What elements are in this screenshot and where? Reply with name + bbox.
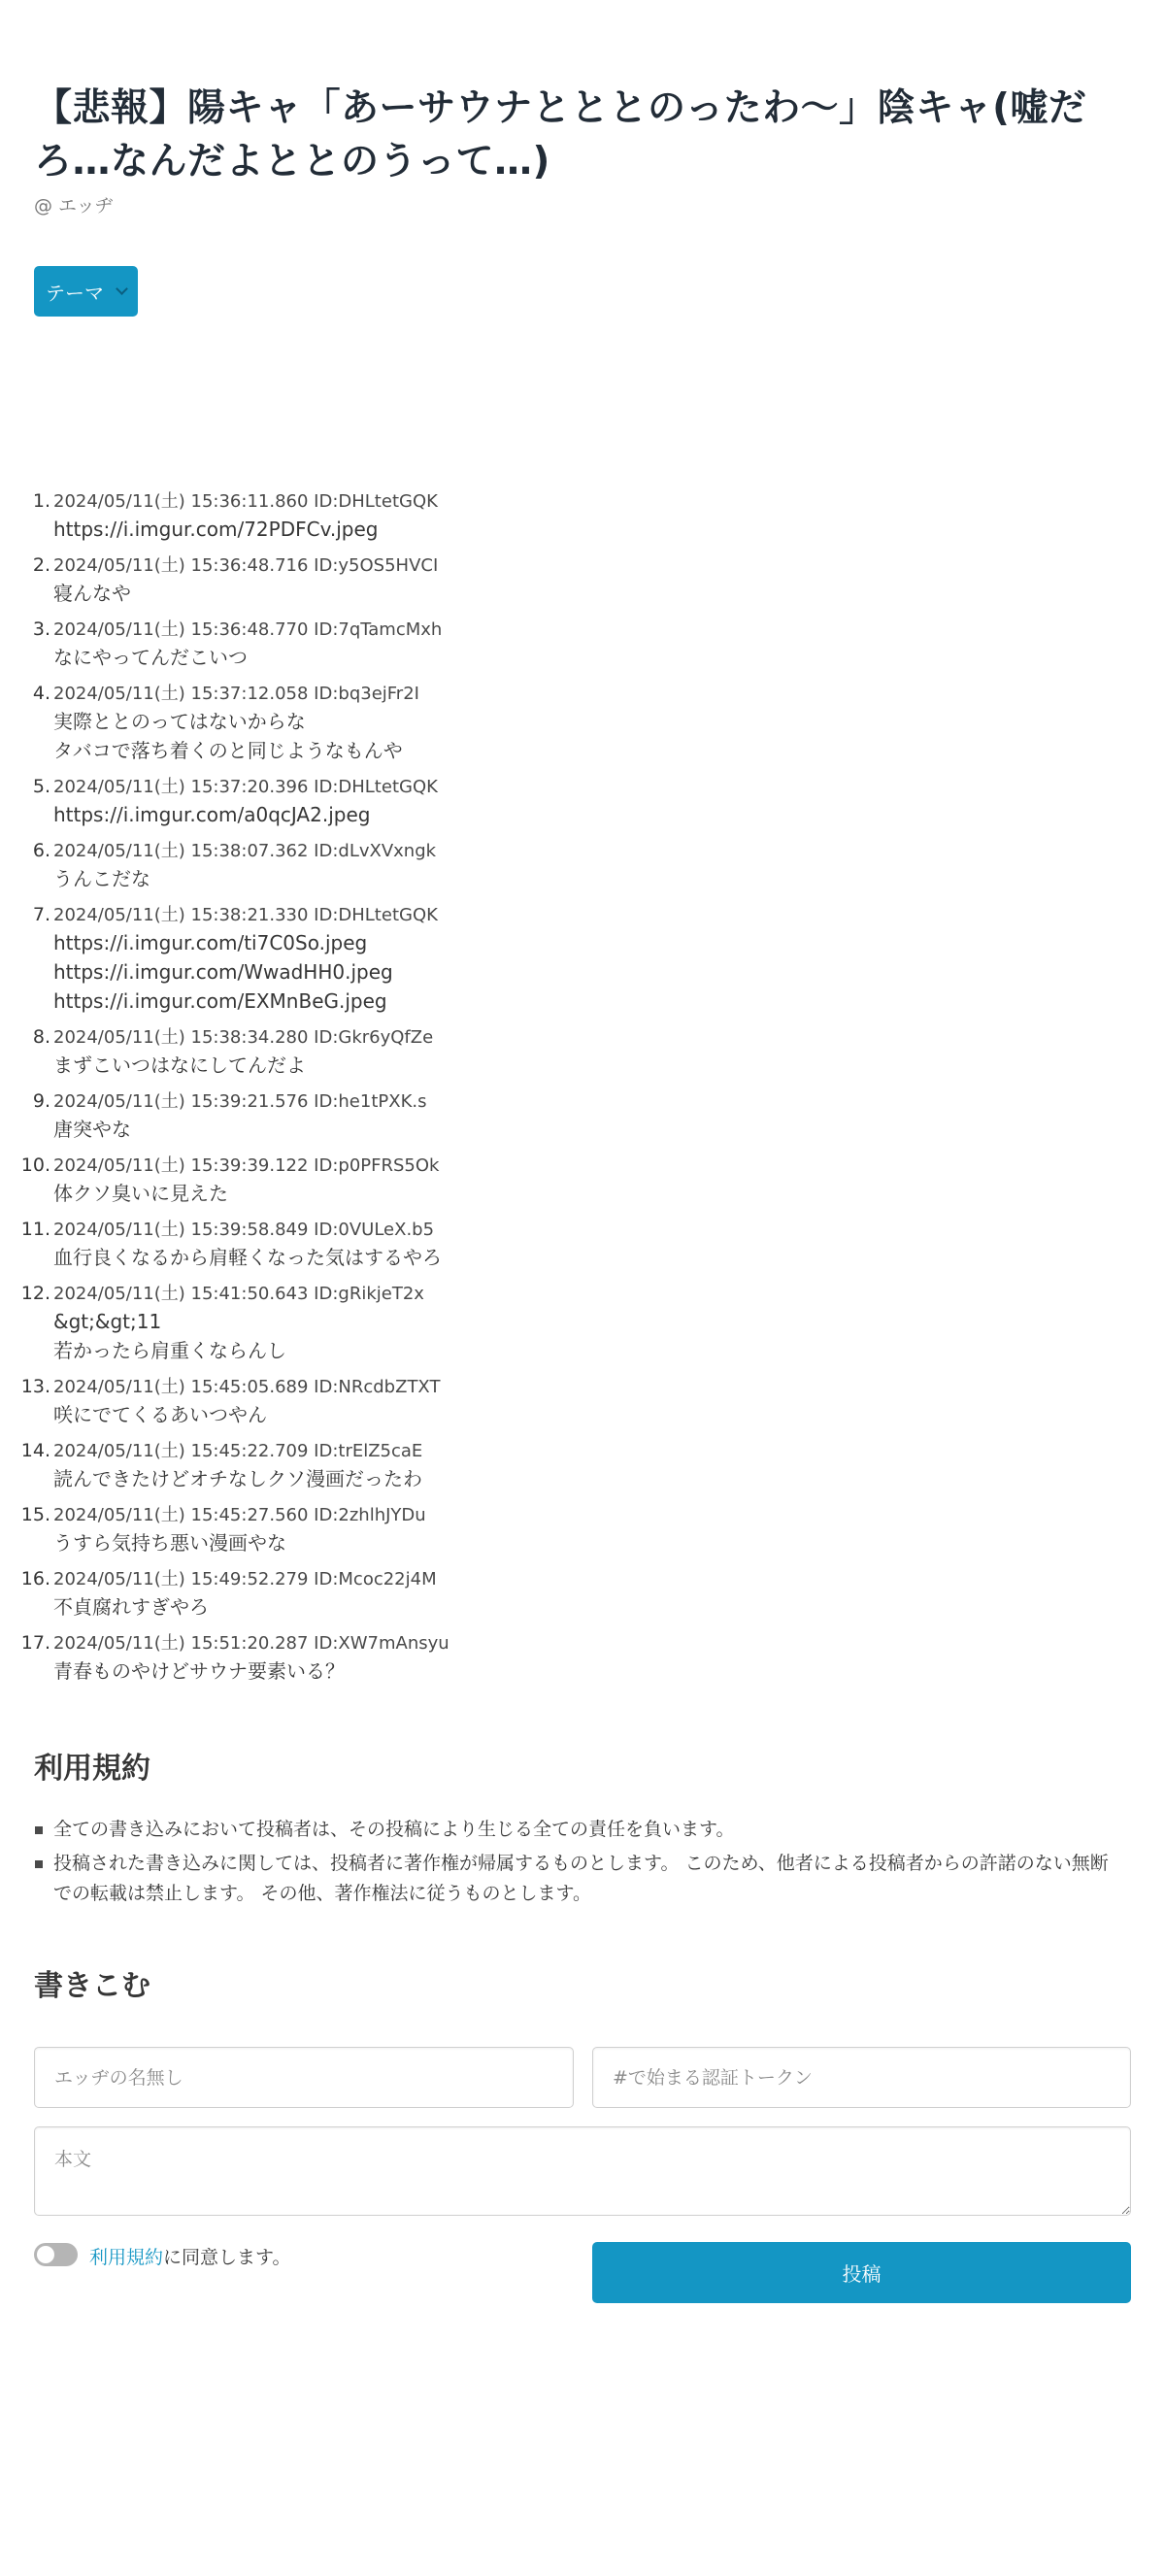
post-item xyxy=(20,1502,1131,1557)
name-input[interactable] xyxy=(34,2047,574,2108)
post-number-label: 6. xyxy=(32,840,50,861)
post-body xyxy=(53,1281,1131,1365)
post-text-line[interactable]: https://i.imgur.com/72PDFCv.jpeg xyxy=(53,518,379,541)
post-meta: 2024/05/11(土) 15:39:39.122 ID:p0PFRS5Ok xyxy=(53,1155,440,1176)
post-text-line: うすら気持ち悪い漫画やな xyxy=(53,1531,286,1555)
post-number-label: 12. xyxy=(20,1283,50,1304)
body-textarea[interactable] xyxy=(34,2126,1131,2216)
terms-agree-toggle[interactable] xyxy=(34,2243,78,2266)
post-body xyxy=(53,552,1131,608)
post-body xyxy=(53,1630,1131,1686)
post-number-label: 17. xyxy=(20,1632,50,1654)
post-body xyxy=(53,1502,1131,1557)
post-item xyxy=(20,1438,1131,1493)
post-text-line: 唐突やな xyxy=(53,1118,131,1141)
post-text-line: 咲にでてくるあいつやん xyxy=(53,1403,267,1426)
chevron-down-icon xyxy=(116,283,128,295)
post-item xyxy=(32,902,1131,1016)
post-meta: 2024/05/11(土) 15:38:34.280 ID:Gkr6yQfZe xyxy=(53,1027,434,1048)
post-text-line: 読んできたけどオチなしクソ漫画だったわ xyxy=(53,1467,422,1490)
post-body xyxy=(53,902,1131,1016)
board-name: @ エッヂ xyxy=(34,195,114,217)
post-text-line: 青春ものやけどサウナ要素いる？ xyxy=(53,1659,345,1683)
post-number-label: 4. xyxy=(32,683,50,704)
post-item xyxy=(32,681,1131,765)
post-meta: 2024/05/11(土) 15:38:07.362 ID:dLvXVxngk xyxy=(53,841,437,861)
post-item xyxy=(32,838,1131,893)
post-list xyxy=(20,488,1131,1686)
post-item xyxy=(32,488,1131,544)
post-item xyxy=(32,774,1131,829)
post-body xyxy=(53,838,1131,893)
post-body xyxy=(53,1566,1131,1622)
post-meta: 2024/05/11(土) 15:36:48.770 ID:7qTamcMxh xyxy=(53,619,443,640)
post-number-label: 14. xyxy=(20,1440,50,1461)
submit-button[interactable]: 投稿 xyxy=(592,2242,1131,2303)
post-text-line: 寝んなや xyxy=(53,582,131,605)
post-item xyxy=(32,1024,1131,1080)
thread-title: 【悲報】陽キャ「あーサウナとととのったわ〜」陰キャ(嘘だろ…なんだよととのうって…) xyxy=(34,86,1087,184)
theme-button-label: テーマ xyxy=(46,281,104,305)
post-number-label: 15. xyxy=(20,1504,50,1525)
terms-agree-text: に同意します。 xyxy=(163,2247,291,2268)
post-meta: 2024/05/11(土) 15:45:05.689 ID:NRcdbZTXT xyxy=(53,1377,441,1397)
terms-agree xyxy=(34,2242,291,2303)
post-text-line[interactable]: https://i.imgur.com/EXMnBeG.jpeg xyxy=(53,989,387,1013)
form-bottom-row xyxy=(34,2242,1131,2303)
form-top-row xyxy=(34,2047,1131,2108)
terms-list xyxy=(34,1815,1131,1909)
post-text-line: &gt;&gt;11 xyxy=(53,1310,162,1333)
post-body xyxy=(53,1088,1131,1144)
post-text-line: なにやってんだこいつ xyxy=(53,646,248,669)
post-number-label: 9. xyxy=(32,1090,50,1112)
post-text-line: 体クソ臭いに見えた xyxy=(53,1182,228,1205)
post-meta: 2024/05/11(土) 15:41:50.643 ID:gRikjeT2x xyxy=(53,1284,424,1304)
post-item xyxy=(20,1281,1131,1365)
post-text-line: うんこだな xyxy=(53,867,150,890)
post-text-line: 実際ととのってはないからな xyxy=(53,710,306,733)
post-text-line: 若かったら肩重くならんし xyxy=(53,1339,286,1362)
auth-token-input[interactable] xyxy=(592,2047,1131,2108)
post-form xyxy=(34,2047,1131,2303)
post-number-label: 8. xyxy=(32,1026,50,1048)
post-number-label: 3. xyxy=(32,619,50,640)
post-meta: 2024/05/11(土) 15:37:12.058 ID:bq3ejFr2I xyxy=(53,684,419,704)
post-number-label: 1. xyxy=(32,490,50,512)
post-meta: 2024/05/11(土) 15:38:21.330 ID:DHLtetGQK xyxy=(53,905,438,925)
post-text-line: 血行良くなるから肩軽くなった気はするやろ xyxy=(53,1246,442,1269)
terms-item: 全ての書き込みにおいて投稿者は、その投稿により生じる全ての責任を負います。 xyxy=(53,1815,1131,1845)
post-meta: 2024/05/11(土) 15:36:48.716 ID:y5OS5HVCI xyxy=(53,555,439,576)
post-meta: 2024/05/11(土) 15:39:58.849 ID:0VULeX.b5 xyxy=(53,1220,435,1240)
post-item xyxy=(20,1217,1131,1272)
post-body xyxy=(53,1217,1131,1272)
post-body xyxy=(53,488,1131,544)
post-number-label: 2. xyxy=(32,554,50,576)
post-meta: 2024/05/11(土) 15:37:20.396 ID:DHLtetGQK xyxy=(53,777,438,797)
post-text-line[interactable]: https://i.imgur.com/WwadHH0.jpeg xyxy=(53,960,393,984)
post-number-label: 16. xyxy=(20,1568,50,1589)
post-text-line[interactable]: https://i.imgur.com/a0qcJA2.jpeg xyxy=(53,803,371,826)
post-item xyxy=(20,1630,1131,1686)
post-text-line[interactable]: https://i.imgur.com/ti7C0So.jpeg xyxy=(53,931,368,954)
post-item xyxy=(32,1088,1131,1144)
post-meta: 2024/05/11(土) 15:51:20.287 ID:XW7mAnsyu xyxy=(53,1633,449,1654)
post-body xyxy=(53,1438,1131,1493)
post-number-label: 10. xyxy=(20,1154,50,1176)
post-body xyxy=(53,681,1131,765)
post-form-heading: 書きこむ xyxy=(34,1969,150,2003)
post-text-line: タバコで落ち着くのと同じようなもんや xyxy=(53,739,403,762)
terms-link[interactable]: 利用規約 xyxy=(89,2247,164,2268)
post-number-label: 13. xyxy=(20,1376,50,1397)
post-item xyxy=(20,1566,1131,1622)
post-meta: 2024/05/11(土) 15:45:22.709 ID:trElZ5caE xyxy=(53,1441,423,1461)
post-body xyxy=(53,1374,1131,1429)
post-item xyxy=(20,1374,1131,1429)
post-meta: 2024/05/11(土) 15:49:52.279 ID:Mcoc22j4M xyxy=(53,1569,437,1589)
post-text-line: まずこいつはなにしてんだよ xyxy=(53,1054,306,1077)
post-body xyxy=(53,617,1131,672)
post-body xyxy=(53,1024,1131,1080)
post-body xyxy=(53,1153,1131,1208)
post-number-label: 7. xyxy=(32,904,50,925)
post-meta: 2024/05/11(土) 15:39:21.576 ID:he1tPXK.s xyxy=(53,1091,427,1112)
post-item xyxy=(32,552,1131,608)
post-body xyxy=(53,774,1131,829)
post-text-line: 不貞腐れすぎやろ xyxy=(53,1595,209,1619)
post-item xyxy=(20,1153,1131,1208)
post-meta: 2024/05/11(土) 15:45:27.560 ID:2zhlhJYDu xyxy=(53,1505,426,1525)
theme-dropdown-button[interactable] xyxy=(34,266,138,317)
toggle-knob xyxy=(37,2246,54,2263)
post-number-label: 11. xyxy=(20,1219,50,1240)
terms-item: 投稿された書き込みに関しては、投稿者に著作権が帰属するものとします。 このため、他者による投稿者からの許諾のない無断での転載は禁止します。 その他、著作権法に従うものとします。 xyxy=(53,1849,1131,1909)
terms-heading: 利用規約 xyxy=(34,1752,150,1786)
post-meta: 2024/05/11(土) 15:36:11.860 ID:DHLtetGQK xyxy=(53,491,438,512)
post-item xyxy=(32,617,1131,672)
post-number-label: 5. xyxy=(32,776,50,797)
